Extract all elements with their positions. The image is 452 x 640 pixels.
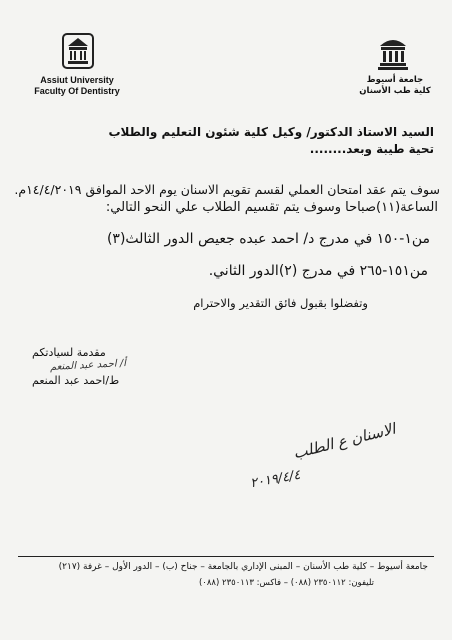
footer-address: جامعة أسيوط – كلية طب الأسنان – المبنى الإداري بالجامعة – جناح (ب) – الدور الأول – غرفة (٢١٧) <box>58 562 428 572</box>
paragraph-line-2: الساعة(١١)صباحا وسوف يتم تقسيم الطلاب علي النحو التالي: <box>105 200 438 215</box>
faculty-building-icon <box>376 32 410 72</box>
handwritten-signature: أ/ احمد عبد المنعم <box>49 358 127 373</box>
header-english <box>22 75 132 97</box>
header-faculty-ar: كلية طب الأسنان <box>359 86 431 96</box>
header-faculty-en: Faculty Of Dentistry <box>34 86 120 96</box>
handwritten-note: الاسنان ع الطلب <box>291 419 398 463</box>
paragraph-line-1: سوف يتم عقد امتحان العملي لقسم تقويم الاسنان يوم الاحد الموافق ١٤/٤/٢٠١٩م. <box>14 182 440 197</box>
addressee: السيد الاستاذ الدكتور/ وكيل كلية شئون التعليم والطلاب <box>108 125 434 139</box>
group-2-line: من١٥١-٢٦٥ في مدرج (٢)الدور الثاني. <box>208 263 428 279</box>
presented-to: مقدمة لسيادتكم <box>32 346 106 359</box>
group-1-line: من١-١٥٠ في مدرج د/ احمد عبده جعيص الدور الثالث(٣) <box>106 231 430 247</box>
handwritten-date: ٢٠١٩/٤/٤ <box>249 467 302 492</box>
header-arabic <box>350 75 440 97</box>
footer-contact: تليفون: ٢٣٥٠١١٢ (٠٨٨) – فاكس: ٢٣٥٠١١٣ (٠٨٨) <box>198 578 374 588</box>
university-seal-icon <box>60 28 96 72</box>
closing-line: وتفضلوا بقبول فائق التقدير والاحترام <box>193 296 368 310</box>
header-university-ar: جامعة أسيوط <box>366 75 424 85</box>
footer-divider <box>18 556 434 557</box>
signatory-name: ط/احمد عبد المنعم <box>32 374 120 387</box>
greeting: تحية طيبة وبعد........ <box>309 142 434 156</box>
header-university-en: Assiut University <box>40 75 114 85</box>
